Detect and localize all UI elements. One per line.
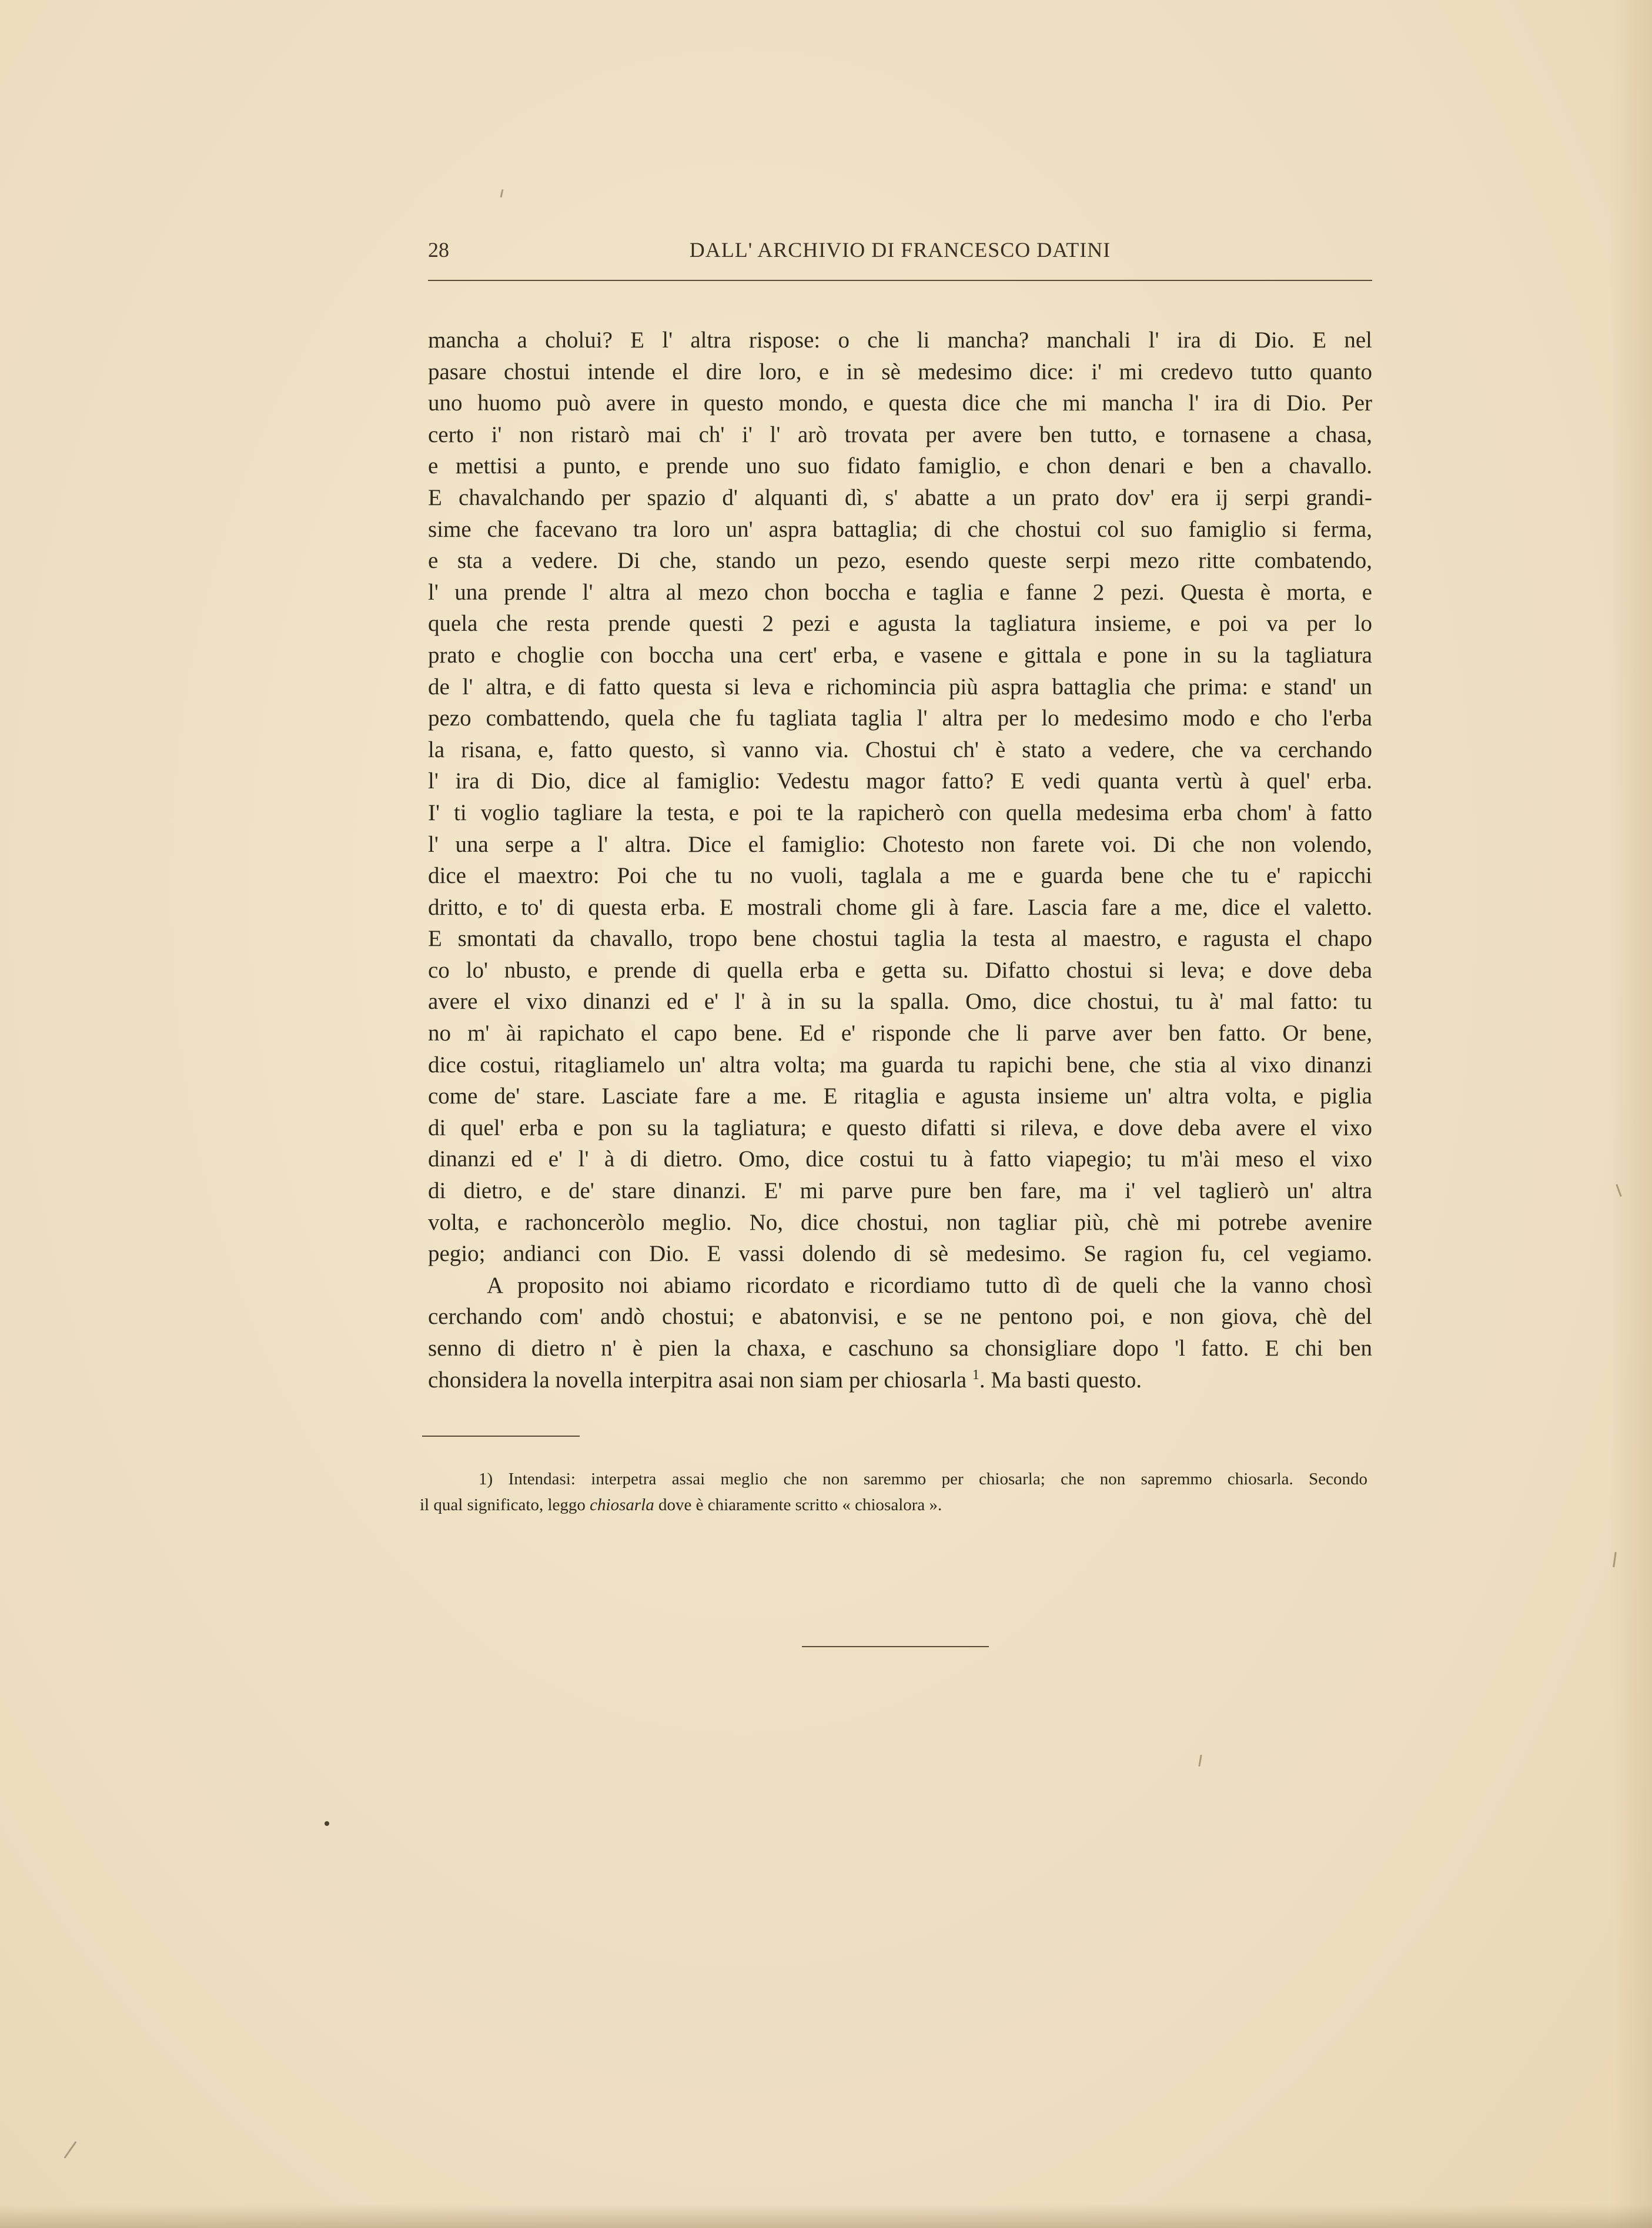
text-line: dinanzi ed e' l' à di dietro. Omo, dice costui tu à fatto viapegio; tu m'ài meso el vixo <box>428 1146 1372 1172</box>
end-rule <box>802 1646 989 1647</box>
page-bottom-edge <box>0 2204 1652 2228</box>
footnote-line <box>420 1492 1367 1518</box>
text-segment: . Ma basti questo. <box>979 1367 1142 1393</box>
footnote <box>420 1466 1367 1518</box>
text-line: de l' altra, e di fatto questa si leva e richomincia più aspra battaglia che prima: e stand' un <box>428 674 1372 700</box>
text-line: quela che resta prende questi 2 pezi e agusta la tagliatura insieme, e poi va per lo <box>428 611 1372 637</box>
text-line: uno huomo può avere in questo mondo, e questa dice che mi mancha l' ira di Dio. Per <box>428 390 1372 416</box>
text-line: E smontati da chavallo, tropo bene chostui taglia la testa al maestro, e ragusta el chapo <box>428 926 1372 952</box>
paper-speck <box>325 1821 329 1826</box>
footnote-marker: 1) <box>479 1470 493 1488</box>
text-line: dice el maextro: Poi che tu no vuoli, taglala a me e guarda bene che tu e' rapicchi <box>428 863 1372 889</box>
text-line: prato e choglie con boccha una cert' erba, e vasene e gittala e pone in su la tagliatura <box>428 642 1372 668</box>
text-line: volta, e rachonceròlo meglio. No, dice chostui, non tagliar più, chè mi potrebe avenire <box>428 1209 1372 1235</box>
body-text <box>428 325 1372 1396</box>
text-line: sime che facevano tra loro un' aspra battaglia; di che chostui col suo famiglio si ferma, <box>428 516 1372 542</box>
page-number: 28 <box>428 238 449 262</box>
footnote-reference: 1 <box>972 1367 979 1383</box>
footnote-text: Intendasi: interpetra assai meglio che non saremmo per chiosarla; che non sapremmo chiosarla. Secondo <box>508 1470 1367 1488</box>
text-line: e sta a vedere. Di che, stando un pezo, esendo queste serpi mezo ritte combatendo, <box>428 548 1372 574</box>
text-line: pasare chostui intende el dire loro, e in sè medesimo dice: i' mi credevo tutto quanto <box>428 359 1372 384</box>
text-line: certo i' non ristarò mai ch' i' l' arò trovata per avere ben tutto, e tornasene a chasa, <box>428 421 1372 447</box>
footnote-rule <box>422 1436 580 1437</box>
footnote-text: dove è chiaramente scritto « chiosalora ». <box>658 1496 942 1514</box>
footnote-italic-word: chiosarla <box>590 1496 654 1514</box>
text-line: I' ti voglio tagliare la testa, e poi te la rapicherò con quella medesima erba chom' à fatto <box>428 799 1372 825</box>
text-line: l' una prende l' altra al mezo chon boccha e taglia e fanne 2 pezi. Questa è morta, e <box>428 579 1372 605</box>
footnote-text: il qual significato, leggo <box>420 1496 586 1514</box>
footnote-line <box>420 1466 1367 1492</box>
text-line: cerchando com' andò chostui; e abatonvisi, e se ne pentono poi, e non giova, chè del <box>428 1304 1372 1330</box>
text-line: senno di dietro n' è pien la chaxa, e caschuno sa chonsigliare dopo 'l fatto. E chi ben <box>428 1336 1372 1361</box>
text-line: la risana, e, fatto questo, sì vanno via. Chostui ch' è stato a vedere, che va cerchando <box>428 737 1372 762</box>
text-line: co lo' nbusto, e prende di quella erba e getta su. Difatto chostui si leva; e dove deba <box>428 957 1372 983</box>
text-line: dritto, e to' di questa erba. E mostrali chome gli à fare. Lascia fare a me, dice el valetto. <box>428 894 1372 920</box>
text-line: come de' stare. Lasciate fare a me. E ritaglia e agusta insieme un' altra volta, e piglia <box>428 1083 1372 1109</box>
text-line: E chavalchando per spazio d' alquanti dì, s' abatte a un prato dov' era ij serpi grandi- <box>428 484 1372 510</box>
text-line: pezo combattendo, quela che fu tagliata taglia l' altra per lo medesimo modo e cho l'erba <box>428 705 1372 731</box>
text-line: dice costui, ritagliamelo un' altra volta; ma guarda tu rapichi bene, che stia al vixo dinanzi <box>428 1052 1372 1078</box>
text-line: e mettisi a punto, e prende uno suo fidato famiglio, e chon denari e ben a chavallo. <box>428 453 1372 479</box>
text-line: di dietro, e de' stare dinanzi. E' mi parve pure ben fare, ma i' vel taglierò un' altra <box>428 1178 1372 1204</box>
text-line: mancha a cholui? E l' altra rispose: o che li mancha? manchali l' ira di Dio. E nel <box>428 327 1372 353</box>
text-line-last <box>428 1364 1372 1396</box>
running-header <box>428 237 1372 273</box>
text-line: di quel' erba e pon su la tagliatura; e questo difatti si rileva, e dove deba avere el vixo <box>428 1115 1372 1140</box>
text-line: l' ira di Dio, dice al famiglio: Vedestu magor fatto? E vedi quanta vertù à quel' erba. <box>428 768 1372 794</box>
page-edge-shadow <box>1611 0 1652 2228</box>
text-segment: chonsidera la novella interpitra asai non siam per chiosarla <box>428 1367 967 1393</box>
text-line: pegio; andianci con Dio. E vassi dolendo di sè medesimo. Se ragion fu, cel vegiamo. <box>428 1241 1372 1267</box>
text-line: avere el vixo dinanzi ed e' l' à in su la spalla. Omo, dice chostui, tu à' mal fatto: tu <box>428 989 1372 1015</box>
text-line: l' una serpe a l' altra. Dice el famiglio: Chotesto non farete voi. Di che non volendo, <box>428 831 1372 857</box>
text-line-paragraph-start: A proposito noi abiamo ricordato e ricordiamo tutto dì de queli che la vanno chosì <box>487 1272 1372 1298</box>
text-line: no m' ài rapichato el capo bene. Ed e' risponde che li parve aver ben fatto. Or bene, <box>428 1021 1372 1046</box>
header-rule <box>428 280 1372 281</box>
running-title: DALL' ARCHIVIO DI FRANCESCO DATINI <box>689 238 1111 262</box>
